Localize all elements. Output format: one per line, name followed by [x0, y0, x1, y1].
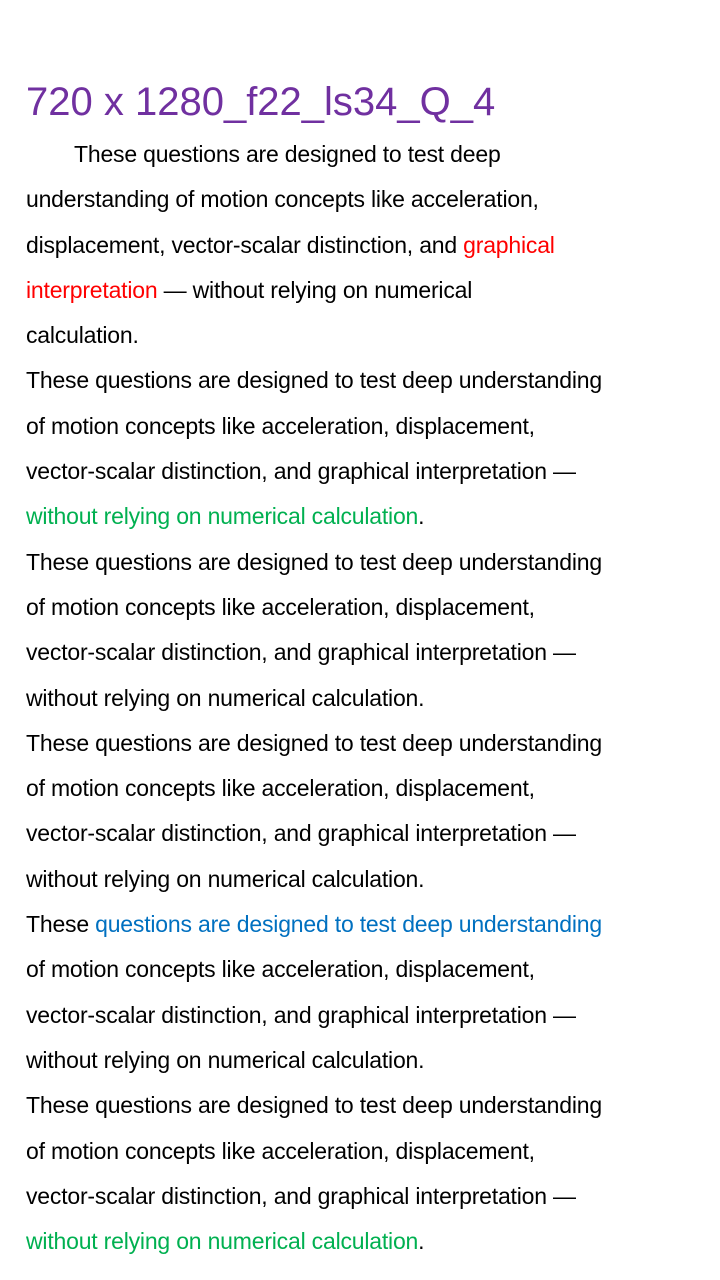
paragraph-4-line-1: These questions are designed to test deep understanding — [26, 729, 602, 756]
paragraph-4 — [26, 721, 712, 902]
paragraph-4-line-3: vector-scalar distinction, and graphical interpretation — — [26, 820, 576, 847]
paragraph-6-line-1: These questions are designed to test deep understanding — [26, 1092, 602, 1119]
paragraph-4-line-4: without relying on numerical calculation. — [26, 865, 425, 892]
paragraph-1-line-5: calculation. — [26, 322, 139, 349]
paragraph-6 — [26, 1083, 712, 1264]
paragraph-3-line-1: These questions are designed to test deep understanding — [26, 548, 602, 575]
paragraph-6-line-3: vector-scalar distinction, and graphical interpretation — — [26, 1182, 576, 1209]
paragraph-3 — [26, 540, 712, 721]
text-run: These — [26, 911, 96, 938]
paragraph-1-line-2: understanding of motion concepts like acceleration, — [26, 186, 539, 213]
paragraph-3-line-4: without relying on numerical calculation. — [26, 684, 425, 711]
highlighted-text-green: without relying on numerical calculation — [26, 1228, 419, 1255]
document-title: 720 x 1280_f22_ls34_Q_4 — [26, 80, 496, 124]
paragraph-6-line-2: of motion concepts like acceleration, displacement, — [26, 1137, 535, 1164]
text-run: These questions are designed to test deep — [74, 141, 501, 167]
paragraph-3-line-2: of motion concepts like acceleration, displacement, — [26, 593, 535, 620]
paragraph-5-line-4: without relying on numerical calculation. — [26, 1046, 425, 1073]
paragraph-1-line-4 — [26, 268, 712, 313]
paragraph-5 — [26, 902, 712, 1083]
text-run: — without relying on numerical — [157, 276, 473, 303]
paragraph-2-line-4 — [26, 494, 712, 539]
paragraph-2-line-1: These questions are designed to test deep understanding — [26, 367, 602, 394]
text-run: . — [418, 1228, 425, 1255]
text-run: . — [418, 503, 425, 530]
paragraph-2 — [26, 358, 712, 539]
document-page — [26, 78, 712, 1264]
paragraph-5-line-3: vector-scalar distinction, and graphical interpretation — — [26, 1001, 576, 1028]
highlighted-text-blue: questions are designed to test deep understanding — [95, 911, 602, 938]
highlighted-text-green: without relying on numerical calculation — [26, 503, 419, 530]
paragraph-6-line-4 — [26, 1219, 712, 1264]
highlighted-text-red: graphical — [463, 231, 555, 258]
paragraph-1 — [26, 132, 712, 358]
paragraph-2-line-3: vector-scalar distinction, and graphical interpretation — — [26, 458, 576, 485]
paragraph-3-line-3: vector-scalar distinction, and graphical interpretation — — [26, 639, 576, 666]
paragraph-4-line-2: of motion concepts like acceleration, displacement, — [26, 775, 535, 802]
paragraph-2-line-2: of motion concepts like acceleration, displacement, — [26, 412, 535, 439]
paragraph-5-line-1 — [26, 902, 712, 947]
paragraph-1-line-1 — [26, 132, 712, 177]
paragraph-1-line-3 — [26, 223, 712, 268]
paragraph-5-line-2: of motion concepts like acceleration, displacement, — [26, 956, 535, 983]
text-run: displacement, vector-scalar distinction, and — [26, 231, 464, 258]
highlighted-text-red: interpretation — [26, 276, 158, 303]
